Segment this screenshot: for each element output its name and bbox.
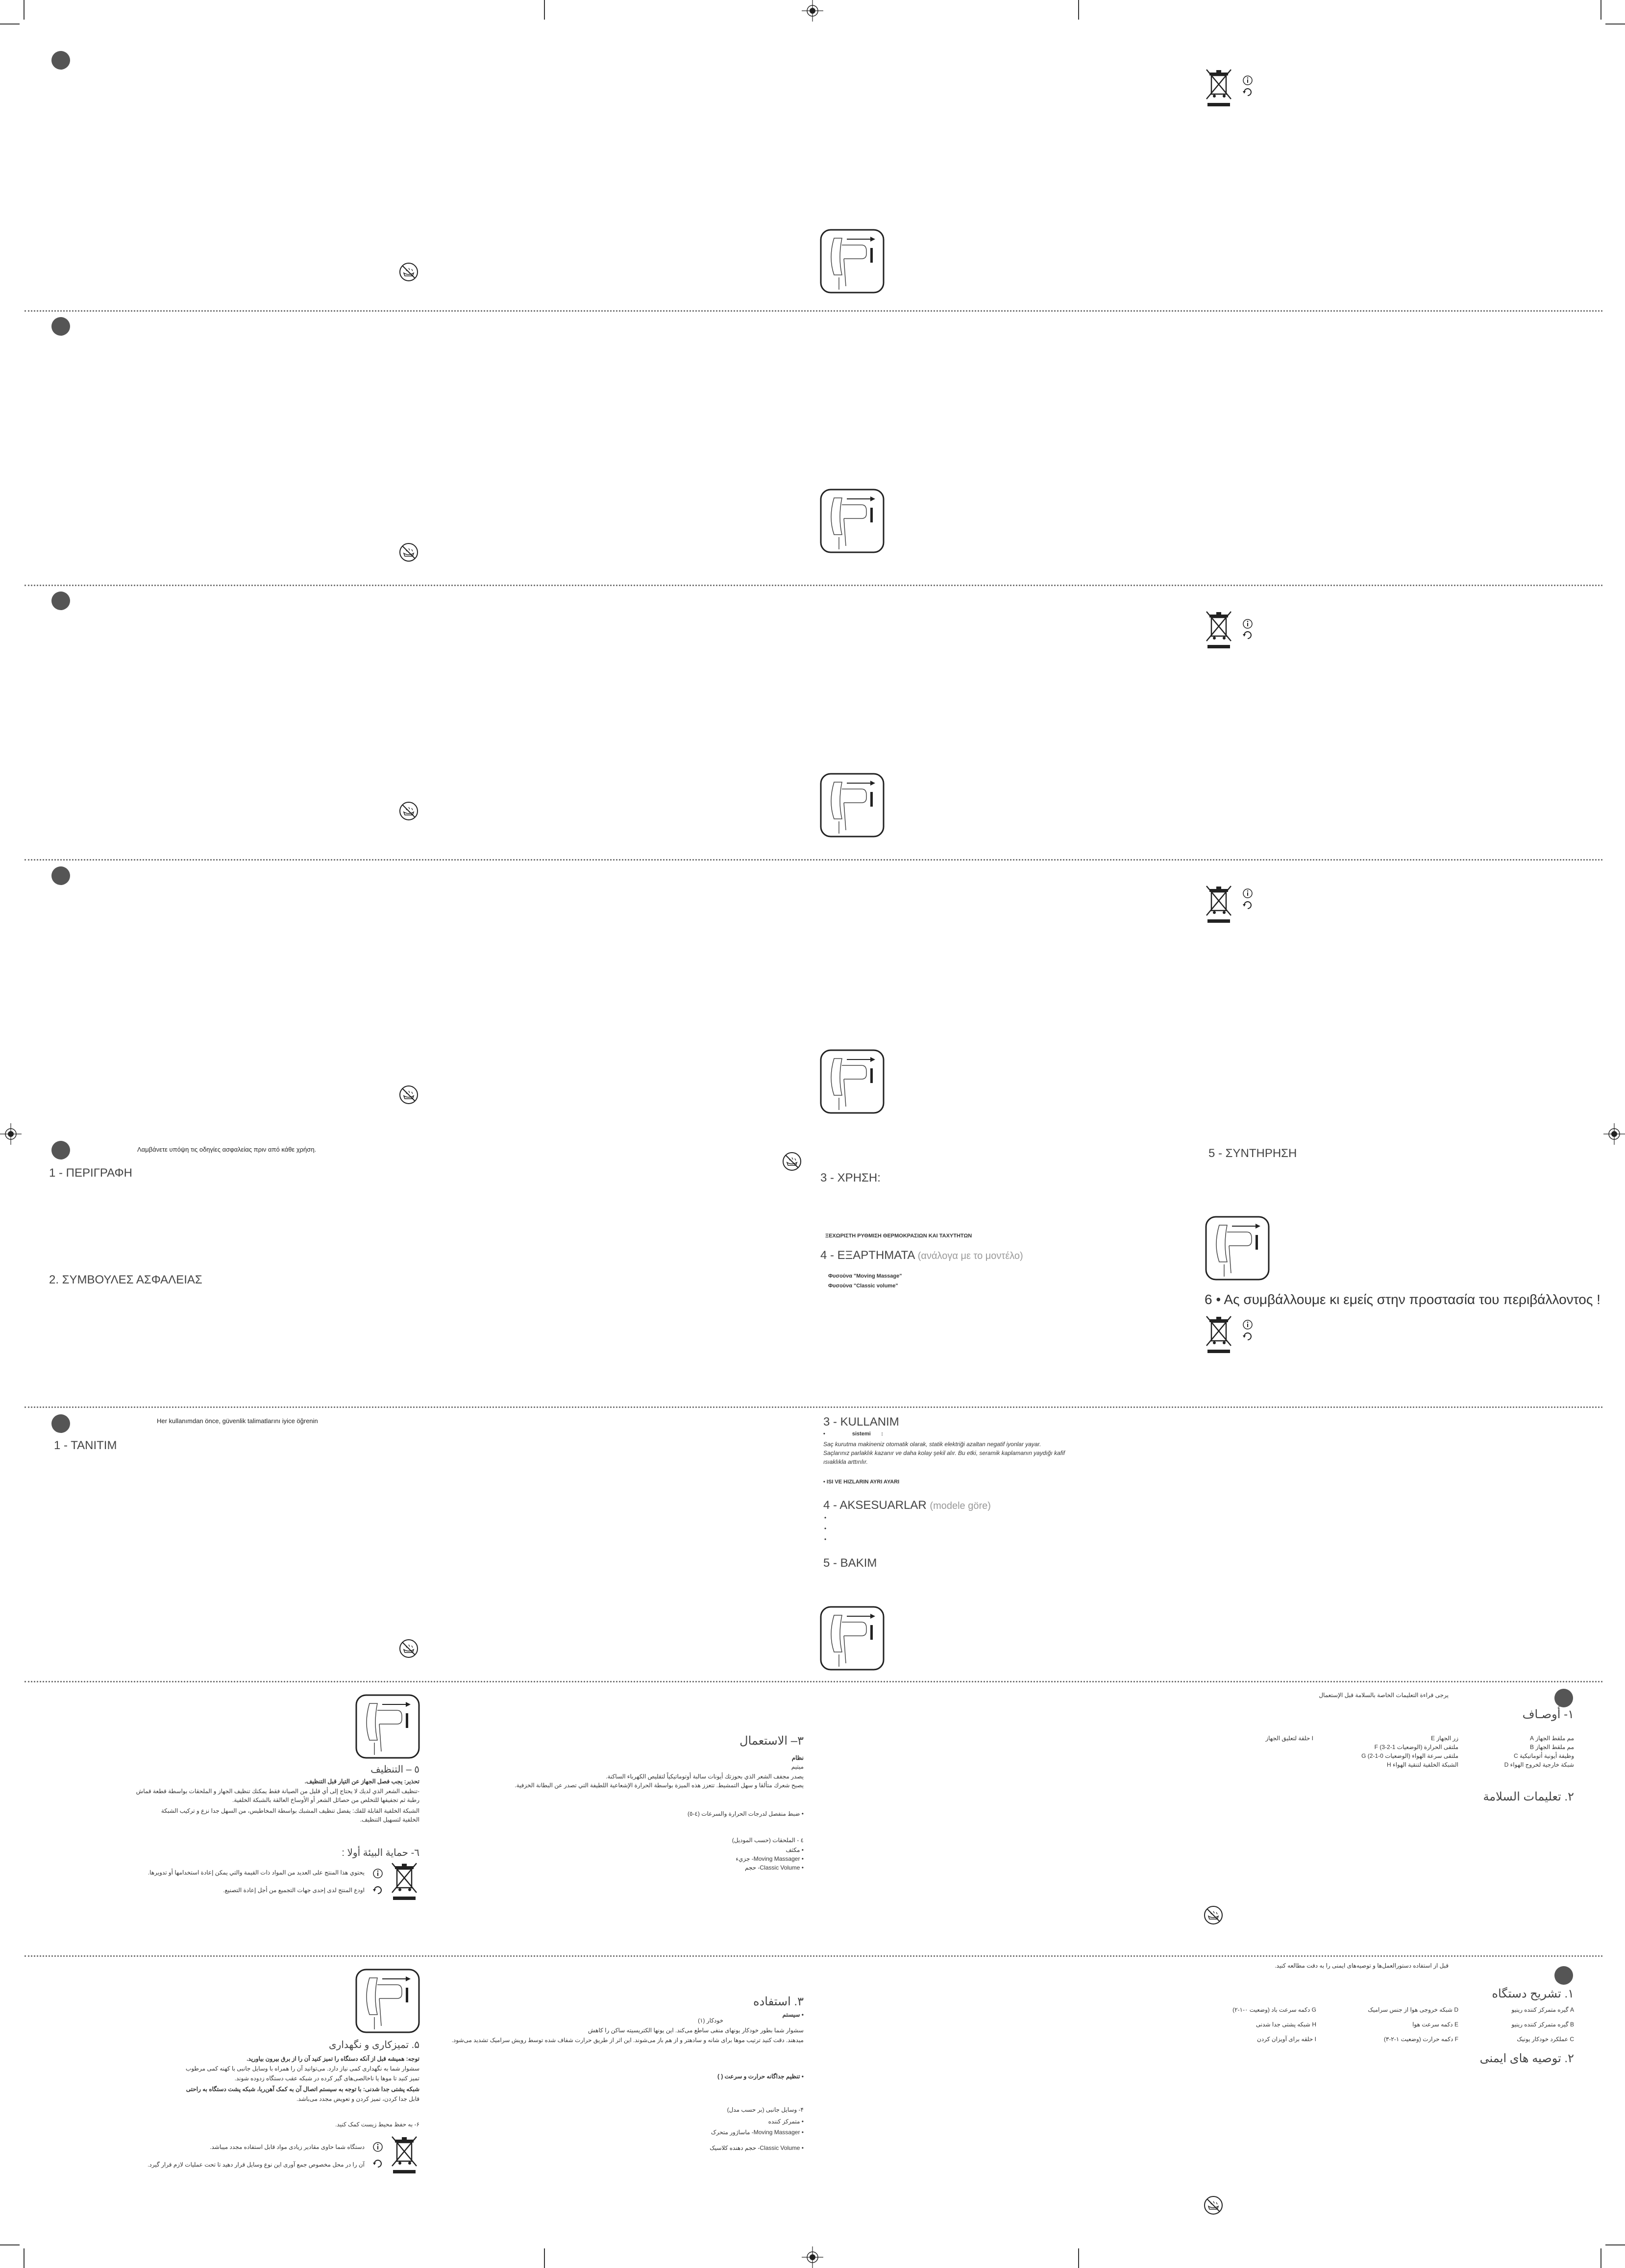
persian-s5-line: قابل جدا کردن، تمیز کردن و تعویض مجدد می‌باشد. xyxy=(296,2095,419,2102)
persian-section-1: ۱. تشریح دستگاه xyxy=(1492,1987,1574,2000)
no-water-use-icon xyxy=(398,1638,419,1659)
arabic-s5-line: تحذير: يجب فصل الجهاز عن التيار قبل التنظيف. xyxy=(304,1778,419,1785)
section-bullet xyxy=(1554,1966,1573,1985)
arabic-accessory: • مكثف xyxy=(786,1847,804,1853)
crop-mark xyxy=(1078,2248,1079,2268)
no-water-use-icon xyxy=(781,1151,803,1172)
crossed-out-wheelie-bin-icon xyxy=(1205,69,1234,108)
arabic-section-4: ٤ - الملحقات (حسب الموديل) xyxy=(732,1837,804,1844)
info-icon xyxy=(372,2142,383,2152)
registration-mark-icon xyxy=(1603,1123,1625,1145)
arabic-s5-line: الخلفية لتسهيل التنظيف. xyxy=(360,1816,419,1823)
turkish-sub-3: • ISI VE HIZLARIN AYRI AYARI xyxy=(823,1479,900,1485)
arabic-safety-note: يرجى قراءة التعليمات الخاصة بالسلامة قبل الإستعمال xyxy=(1319,1692,1449,1699)
crossed-out-wheelie-bin-icon xyxy=(1205,885,1234,924)
arabic-s6-line: يحتوي هذا المنتج على العديد من المواد ذات القيمة والتي يمكن إعادة استخدامها أو تدويرها. xyxy=(148,1869,365,1876)
arabic-s6-line: اودع المنتج لدى إحدى جهات التجميع من أجل إعادة التصنيع. xyxy=(223,1887,365,1894)
turkish-section-4-note: (modele göre) xyxy=(930,1501,991,1511)
crop-mark xyxy=(24,2248,25,2268)
hair-dryer-icon xyxy=(355,1968,420,2034)
section-bullet xyxy=(1554,1689,1573,1707)
greek-section-6: 6 • Ας συμβάλλουμε κι εμείς στην προστασία του περιβάλλοντος ! xyxy=(1205,1292,1600,1307)
section-bullet xyxy=(51,1414,70,1433)
turkish-bullet: • xyxy=(824,1536,827,1543)
persian-safety-note: قبل از استفاده دستورالعمل‌ها و توصیه‌های ایمنی را به دقت مطالعه کنید. xyxy=(1275,1962,1449,1969)
arabic-accessory: • Classic Volume- حجم xyxy=(744,1864,804,1871)
persian-section-6: ۶- به حفظ محیط زیست کمک کنید. xyxy=(335,2121,419,2128)
arabic-desc: شبكة خارجية لخروج الهواء D xyxy=(1504,1761,1574,1768)
turkish-bullet-label: sistemi xyxy=(852,1431,871,1437)
arabic-desc: I حلقة لتعليق الجهاز xyxy=(1265,1735,1313,1742)
no-water-use-icon xyxy=(398,261,419,283)
greek-section-4-note: (ανάλογα με το μοντέλο) xyxy=(917,1251,1023,1261)
turkish-body-line: ısıaklıkla arttırılır. xyxy=(823,1458,868,1465)
arabic-s3-line: • ضبط منفصل لدرجات الحرارة والسرعات (٤-٥) xyxy=(687,1810,804,1817)
persian-s3-line: • تنظیم جداگانه حرارت و سرعت ( ) xyxy=(717,2073,804,2080)
persian-desc: H شبکه پشتی جدا شدنی xyxy=(1256,2021,1316,2028)
recycle-arrow-icon xyxy=(1242,87,1253,98)
greek-accessory-1: Φυσούνα "Moving Massage" xyxy=(828,1273,902,1279)
section-bullet xyxy=(51,866,70,885)
greek-section-4 xyxy=(820,1249,1023,1262)
persian-s5-line: تمیز کنید تا موها یا ناخالصی‌های گیر کرده در شبکه عقب دستگاه زدوده شوند. xyxy=(234,2075,419,2082)
section-bullet xyxy=(51,51,70,70)
crop-mark xyxy=(24,0,25,20)
no-water-use-icon xyxy=(1203,1904,1224,1926)
persian-section-4: ۴- وسایل جانبی (بر حسب مدل) xyxy=(727,2106,804,2113)
recycle-arrow-icon xyxy=(1242,900,1253,911)
persian-desc: G دکمه سرعت باد (وضعیت ۰-۱-۲) xyxy=(1232,2006,1316,2013)
hair-dryer-icon xyxy=(819,772,885,838)
section-bullet xyxy=(51,592,70,610)
turkish-section-4 xyxy=(823,1499,991,1512)
crop-mark xyxy=(1078,0,1079,20)
persian-s3-line: سشوار شما بطور خودکار یونهای منفی ساطع می‌کند. این یونها الکتریسیته ساکن را کاهش xyxy=(588,2027,804,2034)
crop-mark xyxy=(1605,24,1625,25)
arabic-desc: مم ملقط الجهاز B xyxy=(1529,1744,1574,1750)
arabic-desc: الشبكة الخلفية لتنقية الهواء H xyxy=(1387,1761,1458,1768)
separator xyxy=(25,310,1602,312)
persian-s5-line: سشوار شما به نگهداری کمی نیاز دارد. می‌توانید آن را همراه با وسایل جانبی با کهنه کمی مرطوب xyxy=(185,2065,419,2072)
arabic-desc: ملتقى الحرارة (الوضعيات 1-2-3) F xyxy=(1374,1744,1458,1750)
greek-sub-3: ΞΕΧΩΡΙΣΤΗ ΡΥΘΜΙΣΗ ΘΕΡΜΟΚΡΑΣΙΩΝ ΚΑΙ ΤΑΧΥΤΗΤΩΝ xyxy=(825,1233,972,1239)
separator xyxy=(25,859,1602,861)
persian-section-2: ۲. توصیه های ایمنی xyxy=(1479,2052,1574,2065)
hair-dryer-icon xyxy=(355,1694,420,1759)
greek-accessory-2: Φυσούνα "Classic volume" xyxy=(828,1283,898,1289)
turkish-bullet: • xyxy=(824,1514,827,1521)
persian-accessory: • Moving Massager- ماساژور متحرک xyxy=(711,2129,804,2136)
arabic-desc: مم ملقط الجهاز A xyxy=(1529,1735,1574,1742)
no-water-use-icon xyxy=(398,1084,419,1106)
turkish-body-line: Saçlarınız parlaklık kazanır ve daha kolay şekil alır. Bu etki, seramik kaplamanın yaydığı kafif xyxy=(823,1450,1065,1456)
greek-section-5: 5 - ΣΥΝΤΗΡΗΣΗ xyxy=(1208,1147,1297,1160)
persian-desc: C عملکرد خودکار یونیک xyxy=(1517,2036,1574,2043)
persian-desc: D شبکه خروجی هوا از جنس سرامیک xyxy=(1368,2006,1458,2013)
hair-dryer-icon xyxy=(1205,1215,1270,1281)
info-icon xyxy=(1242,1319,1253,1330)
persian-desc: B گیره متمرکز کننده رینیو xyxy=(1511,2021,1574,2028)
crossed-out-wheelie-bin-icon xyxy=(390,1862,419,1901)
hair-dryer-icon xyxy=(819,228,885,294)
turkish-section-5: 5 - BAKIM xyxy=(823,1556,877,1570)
turkish-bullet: • xyxy=(824,1525,827,1532)
persian-desc: E دکمه سرعت هوا xyxy=(1412,2021,1458,2028)
registration-mark-icon xyxy=(802,2246,823,2268)
crop-mark xyxy=(0,2244,20,2245)
arabic-s3-sub: ميتيم xyxy=(791,1763,804,1770)
arabic-s5-line: الشبكة الخلفية القابلة للفك: يفضل تنظيف المشبك بواسطة المخاطيس، من السهل جدا نزع و تركيب الشبكة xyxy=(161,1807,419,1814)
no-water-use-icon xyxy=(398,542,419,563)
recycle-arrow-icon xyxy=(1242,630,1253,641)
recycle-arrow-icon xyxy=(372,1885,383,1896)
persian-s3-label: • سیستم xyxy=(782,2011,804,2018)
persian-s3-sub: خودکار (۱) xyxy=(698,2017,723,2024)
info-icon xyxy=(372,1868,383,1879)
turkish-bullet-system: • sistemi : xyxy=(823,1431,883,1437)
crop-mark xyxy=(1605,2244,1625,2245)
crossed-out-wheelie-bin-icon xyxy=(390,2136,419,2175)
crop-mark xyxy=(0,24,20,25)
persian-section-5: ۵. تمیزکاری و نگهداری xyxy=(329,2040,419,2050)
arabic-accessory: • Moving Massager- جزيء xyxy=(736,1855,804,1862)
persian-accessory: • متمرکز کننده xyxy=(768,2118,804,2125)
persian-s5-line: شبکه پشتی جدا شدنی: با توجه به سیستم اتصال آن به کمک آهن‌ربا، شبکه پشت دستگاه به راحتی xyxy=(186,2086,419,2093)
greek-section-4-title: 4 - ΕΞΑΡΤΗΜΑΤΑ xyxy=(820,1249,915,1262)
separator xyxy=(25,585,1602,586)
turkish-safety-note: Her kullanımdan önce, güvenlik talimatlarını iyice öğrenin xyxy=(157,1417,318,1425)
arabic-section-6: ٦- حماية البيئة أولا : xyxy=(342,1848,419,1858)
greek-section-1: 1 - ΠΕΡΙΓΡΑΦΗ xyxy=(49,1166,132,1180)
crossed-out-wheelie-bin-icon xyxy=(1205,1315,1234,1355)
registration-mark-icon xyxy=(802,0,823,22)
section-bullet xyxy=(51,1141,70,1159)
no-water-use-icon xyxy=(1203,2194,1224,2216)
hair-dryer-icon xyxy=(819,1049,885,1114)
info-icon xyxy=(1242,888,1253,899)
hair-dryer-icon xyxy=(819,488,885,554)
arabic-section-3: ٣– الاستعمال xyxy=(739,1734,804,1748)
separator xyxy=(25,1406,1602,1408)
recycle-arrow-icon xyxy=(372,2158,383,2169)
greek-section-3: 3 - ΧΡΗΣΗ: xyxy=(820,1171,881,1184)
crop-mark xyxy=(544,2248,545,2268)
persian-desc: A گیره متمرکز کننده رینیو xyxy=(1511,2006,1574,2013)
persian-desc: I حلقه برای آویزان کردن xyxy=(1257,2036,1316,2043)
crossed-out-wheelie-bin-icon xyxy=(1205,611,1234,650)
arabic-s3-line: يصبح شعرك متألقا و سهل التمشيط. تتعزز هذه الميزة بواسطة الحرارة الإشعاعية اللطيفة التي تصدر عن البطانة الخزفية. xyxy=(515,1782,804,1789)
info-icon xyxy=(1242,75,1253,86)
registration-mark-icon xyxy=(0,1123,22,1145)
persian-s5-line: توجه: همیشه قبل از آنکه دستگاه را تمیز کنید آن را از برق بیرون بیاورید. xyxy=(246,2055,419,2062)
turkish-section-3: 3 - KULLANIM xyxy=(823,1415,899,1429)
arabic-desc: وظيفة أيونية أتوماتيكية C xyxy=(1513,1752,1574,1759)
crop-mark xyxy=(544,0,545,20)
recycle-arrow-icon xyxy=(1242,1331,1253,1342)
greek-safety-note: Λαμβάνετε υπόψη τις οδηγίες ασφαλείας πριν από κάθε χρήση. xyxy=(137,1146,317,1153)
persian-s3-line: میدهند. دقت کنید ترتیب موها برای شانه و سادهتر و از هم باز می‌شوند. این اثر از طریق حرارت شفاف شده توسط رویش سرامیک تشدید می‌شود. xyxy=(451,2037,804,2044)
arabic-s3-line: يصدر مجفف الشعر الذي بحوزتك أيونات سالبة أوتوماتيكياً لتقليص الكهرباء الساكنة. xyxy=(606,1773,804,1780)
arabic-desc: ملتقى سرعة الهواء (الوضعيات 0-1-2) G xyxy=(1361,1752,1458,1759)
info-icon xyxy=(1242,618,1253,629)
separator xyxy=(25,1681,1602,1682)
persian-s6-line: آن را در محل مخصوص جمع آوری این نوع وسایل قرار دهید تا تحت عملیات لازم قرار گیرد. xyxy=(148,2161,365,2168)
no-water-use-icon xyxy=(398,800,419,822)
turkish-section-4-title: 4 - AKSESUARLAR xyxy=(823,1499,927,1512)
persian-accessory: • Classic Volume- حجم دهنده کلاسیک xyxy=(710,2145,804,2151)
arabic-s5-line: -تنظيف الشعر الذي لديك لا يحتاج إلى أي قليل من الصيانة فقط يمكنك تنظيف الجهاز و الملحقات بواسطة قطعة قماش xyxy=(136,1788,419,1795)
separator xyxy=(25,1955,1602,1957)
persian-section-3: ۳. استفاده xyxy=(753,1995,804,2008)
arabic-section-2: ٢. تعليمات السلامة xyxy=(1483,1790,1574,1803)
crop-mark xyxy=(1600,2248,1601,2268)
section-bullet xyxy=(51,317,70,336)
arabic-section-1: ١- أوصـاف xyxy=(1522,1708,1574,1721)
turkish-body-line: Saç kurutma makineniz otomatik olarak, statik elektriği azaltan negatif iyonlar yayar. xyxy=(823,1441,1041,1448)
arabic-desc: زر الجهاز E xyxy=(1431,1735,1458,1742)
turkish-section-1: 1 - TANITIM xyxy=(54,1439,117,1452)
arabic-section-5: ٥ – التنظيف xyxy=(370,1764,419,1775)
arabic-s3-label: نظام xyxy=(791,1754,804,1761)
arabic-s5-line: رطبة ثم تجفيفها للتخلص من حصائل الشعر أو الأوساخ العالقة بالشبكة الخلفية. xyxy=(232,1797,419,1803)
greek-section-2: 2. ΣΥΜΒΟΥΛΕΣ ΑΣΦΑΛΕΙΑΣ xyxy=(49,1273,202,1286)
crop-mark xyxy=(1600,0,1601,20)
persian-s6-line: دستگاه شما حاوی مقادیر زیادی مواد قابل استفاده مجدد میباشد. xyxy=(210,2144,365,2150)
persian-desc: F دکمه حرارت (وضعیت ۱-۲-۳) xyxy=(1383,2036,1458,2043)
hair-dryer-icon xyxy=(819,1605,885,1671)
